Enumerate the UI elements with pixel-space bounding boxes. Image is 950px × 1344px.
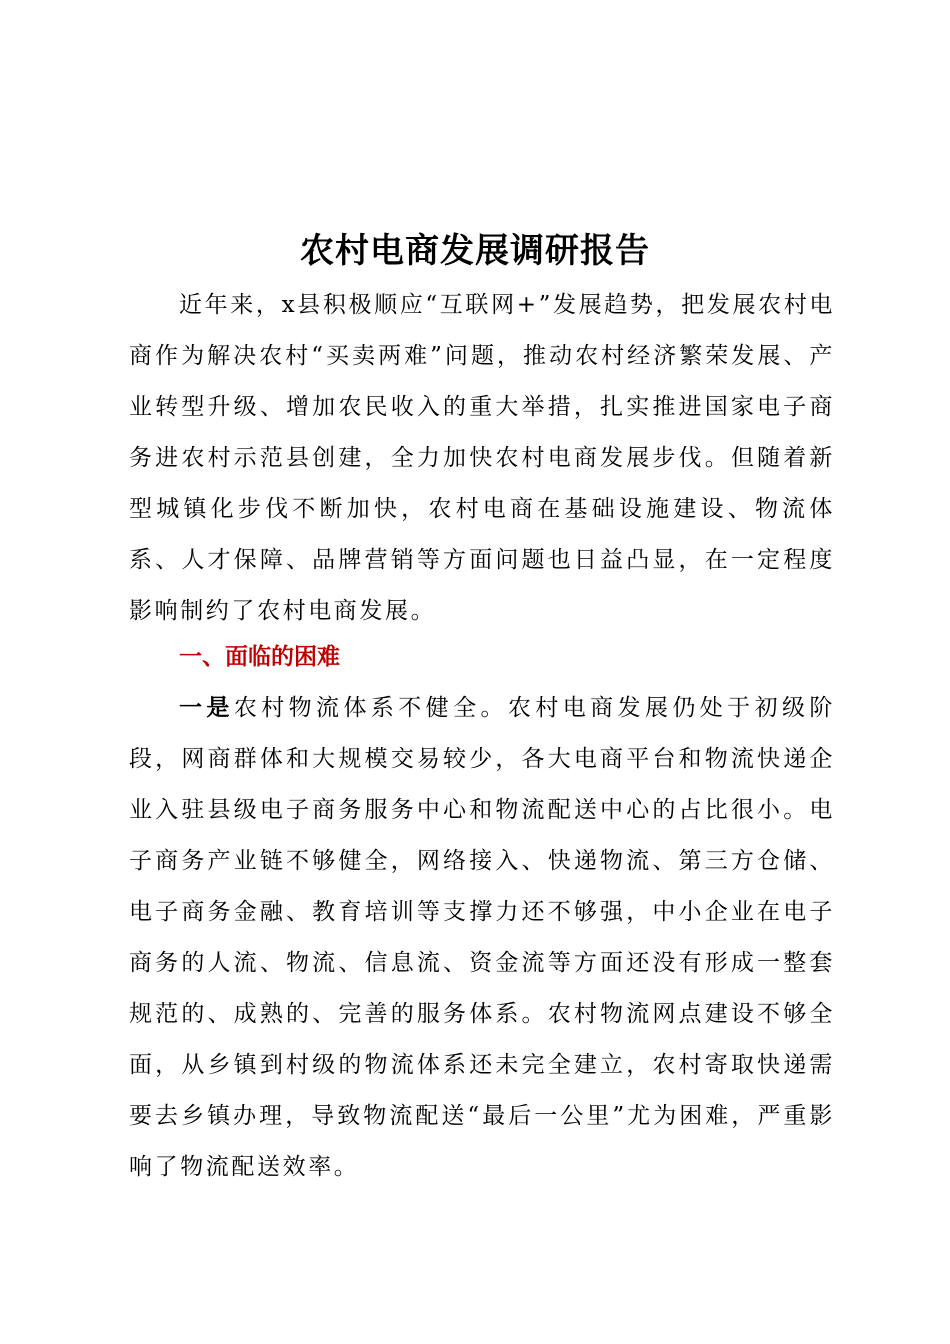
document-title: 农村电商发展调研报告 xyxy=(300,230,650,271)
point-paragraph xyxy=(129,683,835,1193)
point-lead: 一是 xyxy=(179,695,234,721)
point-text: 农村物流体系不健全。农村电商发展仍处于初级阶段，网商群体和大规模交易较少，各大电商平台和物流快递企业入驻县级电子商务服务中心和物流配送中心的占比很小。电子商务产业链不够健全，网络接入、快递物流、第三方仓储、电子商务金融、教育培训等支撑力还不够强，中小企业在电子商务的人流、物流、信息流、资金流等方面还没有形成一整套规范的、成熟的、完善的服务体系。农村物流网点建设不够全面，从乡镇到村级的物流体系还未完全建立，农村寄取快递需要去乡镇办理，导致物流配送“最后一公里”尤为困难，严重影响了物流配送效率。 xyxy=(129,695,836,1180)
section-heading: 一、面临的困难 xyxy=(179,644,340,670)
intro-paragraph: 近年来，x县积极顺应“互联网+”发展趋势，把发展农村电商作为解决农村“买卖两难”问题，推动农村经济繁荣发展、产业转型升级、增加农民收入的重大举措，扎实推进国家电子商务进农村示范县创建，全力加快农村电商发展步伐。但随着新型城镇化步伐不断加快，农村电商在基础设施建设、物流体系、人才保障、品牌营销等方面问题也日益凸显，在一定程度影响制约了农村电商发展。 xyxy=(129,292,835,624)
